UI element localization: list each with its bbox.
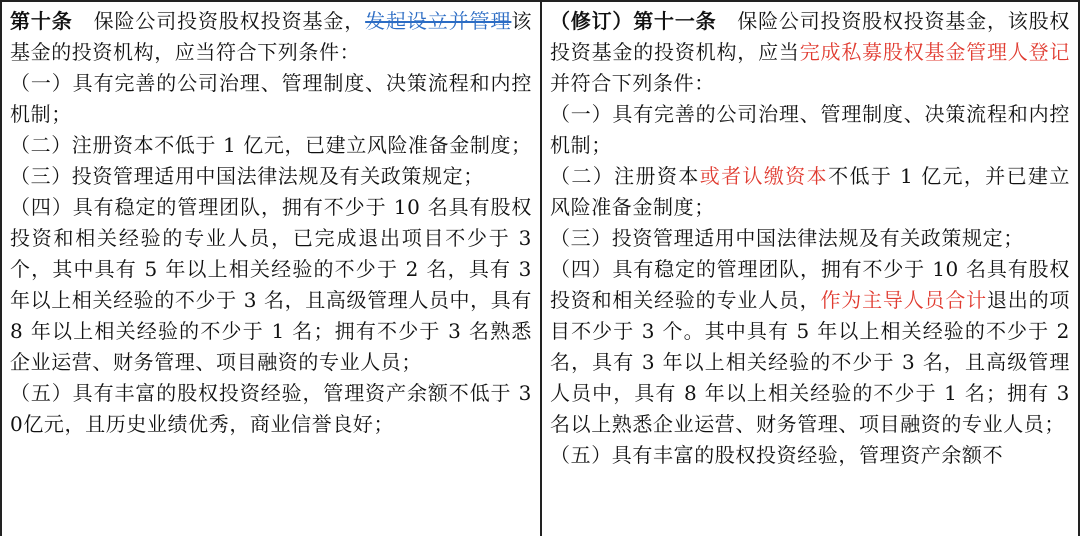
- revised-article-title: （修订）第十一条: [550, 9, 717, 33]
- revised-item-3: （三）投资管理适用中国法律法规及有关政策规定；: [550, 226, 1024, 250]
- revised-item-2-part-a: （二）注册资本: [550, 164, 700, 188]
- revised-intro-part-2: 并符合下列条件：: [550, 71, 715, 95]
- revised-text-column: [541, 0, 1080, 536]
- original-item-5: （五）具有丰富的股权投资经验，管理资产余额不低于 30亿元，且历史业绩优秀，商业信誉良好；: [10, 381, 532, 436]
- revised-item-4-part-a: （四）具有稳定的管理团队，拥有不少于 10 名具有股权投资和相关经验的专业人员，: [550, 257, 1070, 312]
- original-item-4: （四）具有稳定的管理团队，拥有不少于 10 名具有股权投资和相关经验的专业人员，已完成退出项目不少于 3 个，其中具有 5 年以上相关经验的不少于 2 名，具有 3 年以上相关经验的不少于 3 名，且高级管理人员中，具有 8 年以上相关经验的不少于 1 名；拥有不少于 3 名熟悉企业运营、财务管理、项目融资的专业人员；: [10, 195, 532, 374]
- original-intro-part-2: 该基金的投资机构，应当符合下列条件：: [10, 9, 532, 64]
- revised-item-5: （五）具有丰富的股权投资经验，管理资产余额不: [550, 443, 1004, 467]
- original-article-title: 第十条: [10, 9, 73, 33]
- revised-article-text: [550, 6, 1070, 471]
- original-article-text: [10, 6, 532, 440]
- added-text-lead-personnel: 作为主导人员合计: [820, 288, 987, 312]
- revised-item-1: （一）具有完善的公司治理、管理制度、决策流程和内控机制；: [550, 102, 1070, 157]
- table-top-border: [2, 0, 540, 2]
- revised-intro-part-1: 保险公司投资股权投资基金，该股权投资基金的投资机构，应当: [550, 9, 1070, 64]
- original-item-2: （二）注册资本不低于 1 亿元，已建立风险准备金制度；: [10, 133, 532, 157]
- original-item-1: （一）具有完善的公司治理、管理制度、决策流程和内控机制；: [10, 71, 532, 126]
- revised-article-intro: [550, 6, 1070, 99]
- deleted-text: 发起设立并管理: [365, 9, 512, 33]
- revised-item-2-part-b: 不低于 1 亿元，并已建立风险准备金制度；: [550, 164, 1070, 219]
- original-item-3: （三）投资管理适用中国法律法规及有关政策规定；: [10, 164, 484, 188]
- original-article-intro: [10, 6, 532, 68]
- revised-item-2: [550, 161, 1070, 223]
- added-text-subscribed-capital: 或者认缴资本: [699, 164, 829, 188]
- table-top-border: [542, 0, 1078, 2]
- revised-item-4: [550, 254, 1070, 440]
- added-text-registration: 完成私募股权基金管理人登记: [799, 40, 1070, 64]
- revised-item-4-part-b: 退出的项目不少于 3 个。其中具有 5 年以上相关经验的不少于 2 名，具有 3 年以上相关经验的不少于 3 名，且高级管理人员中，具有 8 年以上相关经验的不少于 1 名；拥有 3 名以上熟悉企业运营、财务管理、项目融资的专业人员；: [550, 288, 1070, 436]
- original-intro-part-1: 保险公司投资股权投资基金，: [93, 9, 366, 33]
